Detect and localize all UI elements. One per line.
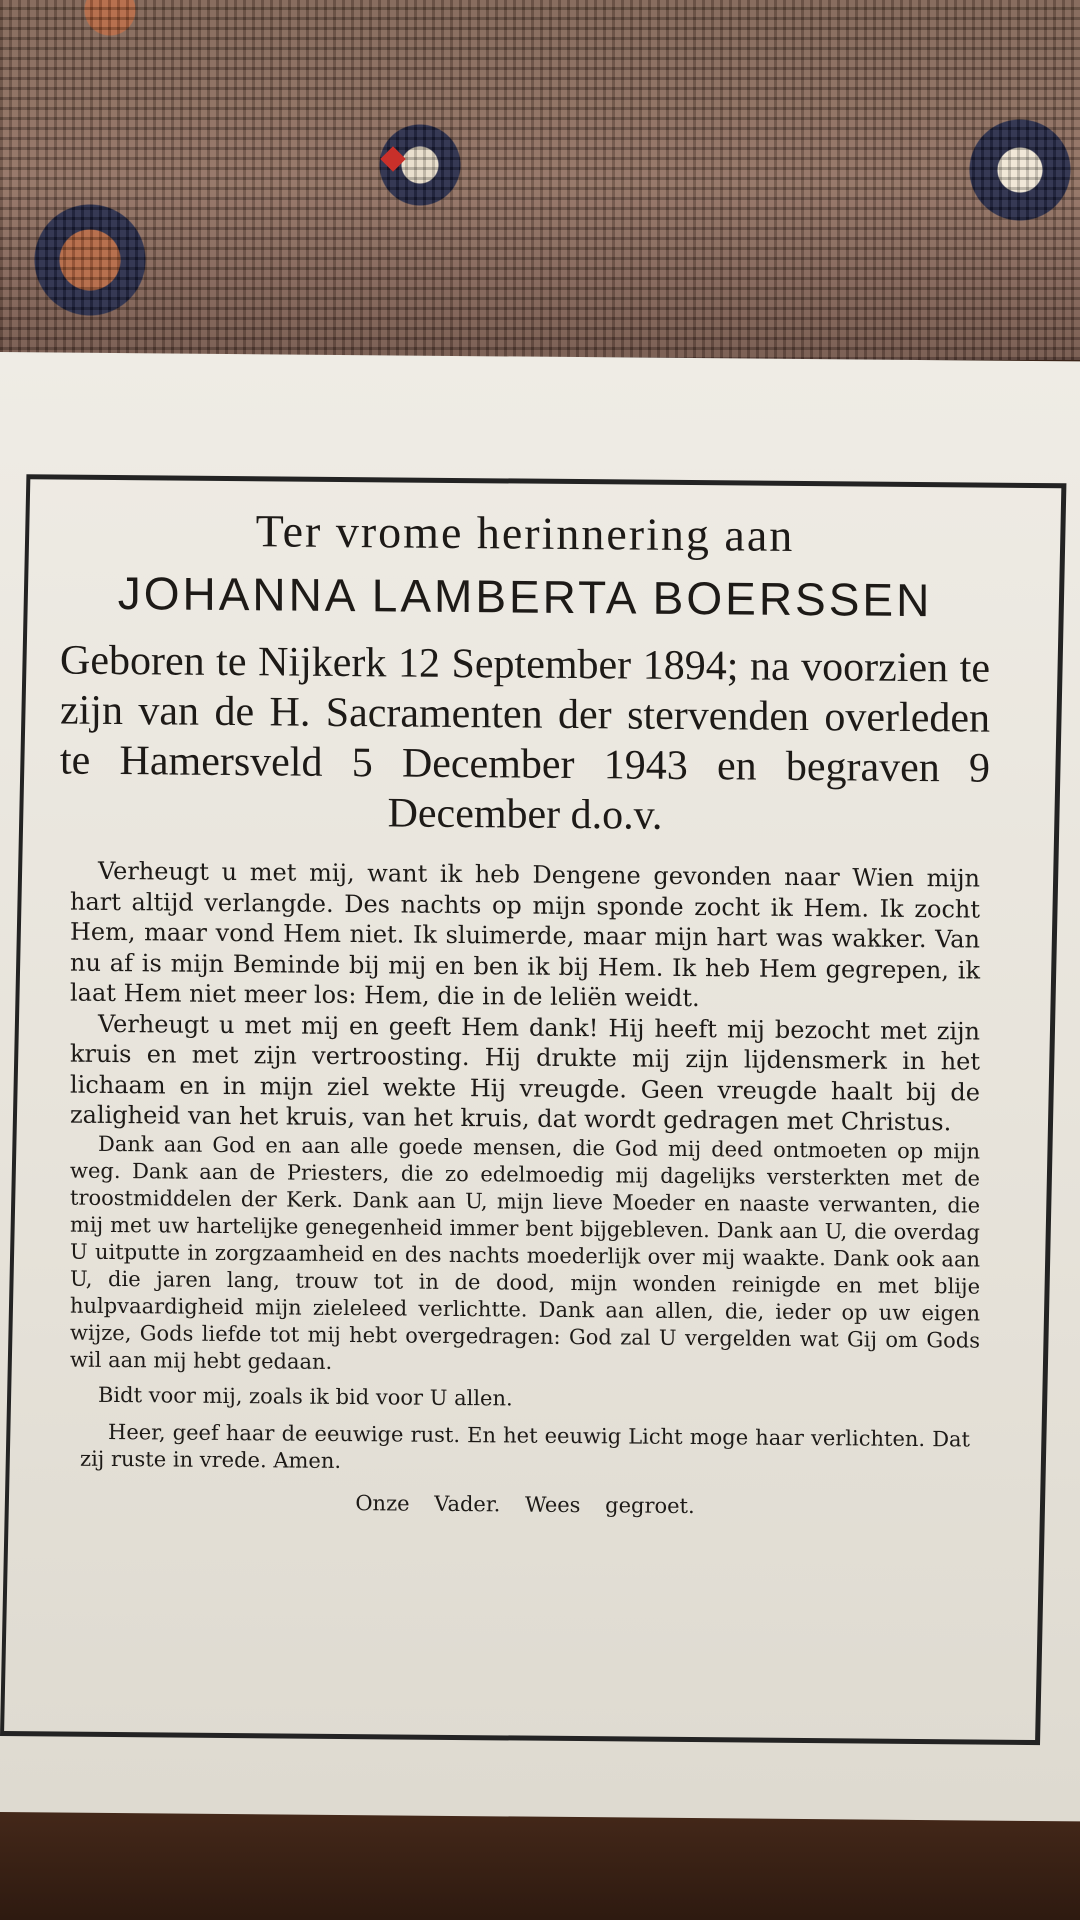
card-text-block bbox=[40, 502, 1010, 1520]
woven-rug-background bbox=[0, 0, 1080, 360]
memorial-card bbox=[0, 352, 1080, 1821]
paragraph-thanks-cross: Verheugt u met mij en geeft Hem dank! Hij heeft mij bezocht met zijn kruis en met zijn vertroosting. Hij drukte mij zijn lijdensmerk in het lichaam en in mijn ziel wekte Hij vreugde. Geen vreugde haalt bij de zaligheid van het kruis, van het kruis, dat wordt gedragen met Christus. bbox=[70, 1009, 980, 1137]
paragraph-gratitude: Dank aan God en aan alle goede mensen, die God mij deed ontmoeten op mijn weg. Dank aan de Priesters, die zo edelmoedig mij dagelijks versterkten met de troostmiddelen der Kerk. Dank aan U, mijn lieve Moeder en naaste verwanten, die mij met uw hartelijke genegenheid immer bent bijgebleven. Dank aan U, die overdag U uitputte in zorgzaamheid en des nachts moederlijk over mij waakte. Dank ook aan U, die jaren lang, trouw tot in de dood, mijn wonden reinigde en met blije hulpvaardigheid mijn zieleleed verlichtte. Dank aan allen, die, ieder op uw eigen wijze, Gods liefde tot mij hebt overgedragen: God zal U vergelden wat Gij om Gods wil aan mij hebt gedaan. bbox=[70, 1131, 980, 1374]
paragraph-joy: Verheugt u met mij, want ik heb Dengene gevonden naar Wien mijn hart altijd verlangde. Des nachts op mijn sponde zocht ik Hem. Ik zocht Hem, maar vond Hem niet. Ik sluimerde, maar mijn hart was wakker. Van nu af is mijn Beminde bij mij en ben ik bij Hem. Ik heb Hem gegrepen, ik laat Hem niet meer los: Hem, die in de leliën weidt. bbox=[70, 856, 980, 1013]
prayer-request: Bidt voor mij, zoals ik bid voor U allen. bbox=[98, 1382, 513, 1410]
rug-diamond-motif bbox=[380, 146, 405, 171]
closing-prayer: Heer, geef haar de eeuwige rust. En het eeuwig Licht moge haar verlichten. Dat zij ruste in vrede. Amen. bbox=[80, 1419, 970, 1473]
deceased-name: JOHANNA LAMBERTA BOERSSEN bbox=[117, 567, 933, 627]
birth-death-dates: Geboren te Nijkerk 12 September 1894; na voorzien te zijn van de H. Sacramenten der stervenden overleden te Hamersveld 5 December 1943 en begraven 9 December d.o.v. bbox=[60, 637, 990, 839]
card-intro: Ter vrome herinnering aan bbox=[255, 505, 795, 561]
final-prayers: Onze Vader. Wees gegroet. bbox=[355, 1490, 695, 1518]
